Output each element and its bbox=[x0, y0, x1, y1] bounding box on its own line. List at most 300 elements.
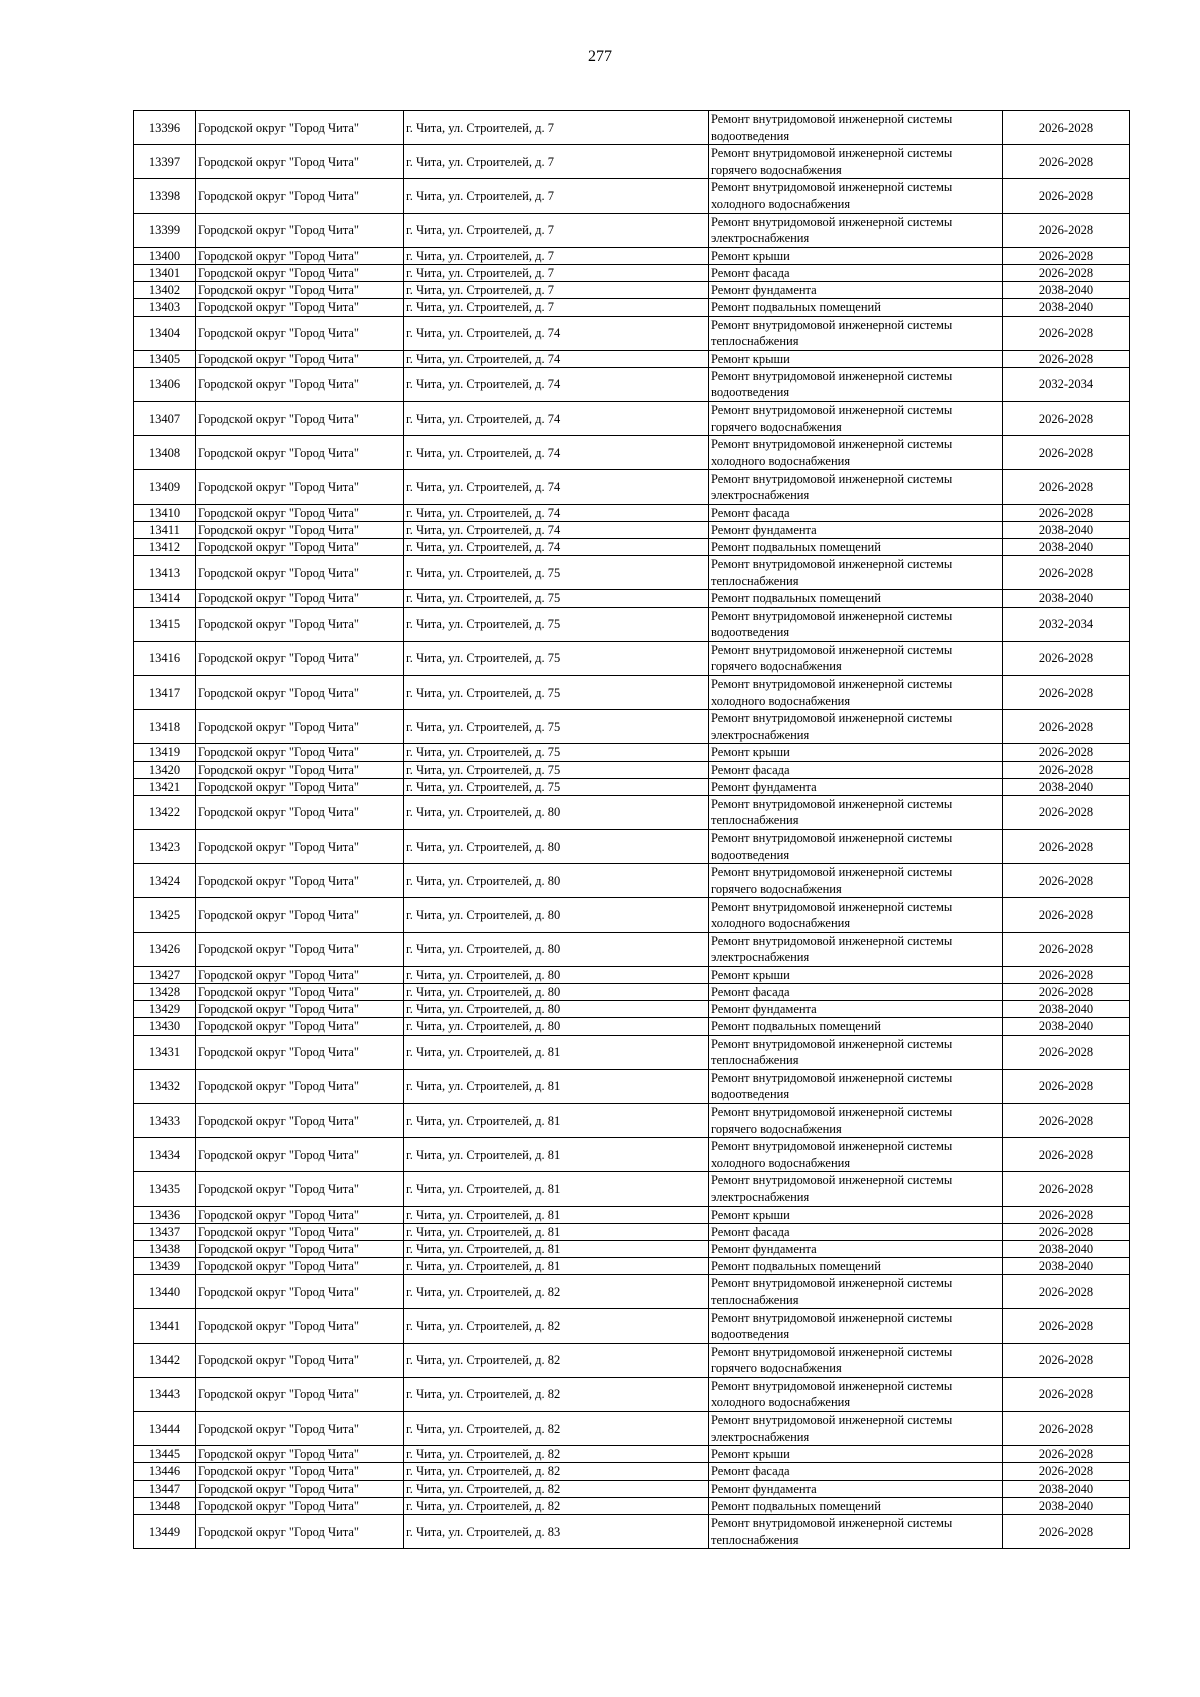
row-number-cell: 13431 bbox=[134, 1035, 196, 1069]
work-type-cell: Ремонт фасада bbox=[709, 504, 1003, 521]
table-row bbox=[134, 111, 1130, 145]
work-type-cell: Ремонт фундамента bbox=[709, 1001, 1003, 1018]
table-row bbox=[134, 898, 1130, 932]
table-row bbox=[134, 264, 1130, 281]
row-number-cell: 13408 bbox=[134, 436, 196, 470]
table-row bbox=[134, 830, 1130, 864]
table-row bbox=[134, 1172, 1130, 1206]
table-row bbox=[134, 367, 1130, 401]
address-cell: г. Чита, ул. Строителей, д. 80 bbox=[404, 932, 709, 966]
municipality-cell: Городской округ "Город Чита" bbox=[196, 795, 404, 829]
table-row bbox=[134, 1018, 1130, 1035]
municipality-cell: Городской округ "Город Чита" bbox=[196, 145, 404, 179]
table-row bbox=[134, 1514, 1130, 1548]
table-row bbox=[134, 179, 1130, 213]
period-cell: 2026-2028 bbox=[1003, 984, 1130, 1001]
work-type-cell: Ремонт подвальных помещений bbox=[709, 539, 1003, 556]
table-row bbox=[134, 1035, 1130, 1069]
row-number-cell: 13433 bbox=[134, 1103, 196, 1137]
row-number-cell: 13419 bbox=[134, 744, 196, 761]
municipality-cell: Городской округ "Город Чита" bbox=[196, 402, 404, 436]
address-cell: г. Чита, ул. Строителей, д. 81 bbox=[404, 1258, 709, 1275]
row-number-cell: 13445 bbox=[134, 1446, 196, 1463]
address-cell: г. Чита, ул. Строителей, д. 75 bbox=[404, 641, 709, 675]
address-cell: г. Чита, ул. Строителей, д. 7 bbox=[404, 299, 709, 316]
address-cell: г. Чита, ул. Строителей, д. 80 bbox=[404, 966, 709, 983]
period-cell: 2026-2028 bbox=[1003, 213, 1130, 247]
table-row bbox=[134, 213, 1130, 247]
work-type-cell: Ремонт внутридомовой инженерной системы теплоснабжения bbox=[709, 795, 1003, 829]
municipality-cell: Городской округ "Город Чита" bbox=[196, 744, 404, 761]
period-cell: 2026-2028 bbox=[1003, 744, 1130, 761]
work-type-cell: Ремонт подвальных помещений bbox=[709, 1497, 1003, 1514]
row-number-cell: 13401 bbox=[134, 264, 196, 281]
row-number-cell: 13441 bbox=[134, 1309, 196, 1343]
table-row bbox=[134, 1412, 1130, 1446]
period-cell: 2026-2028 bbox=[1003, 1172, 1130, 1206]
period-cell: 2026-2028 bbox=[1003, 1446, 1130, 1463]
municipality-cell: Городской округ "Город Чита" bbox=[196, 316, 404, 350]
period-cell: 2026-2028 bbox=[1003, 864, 1130, 898]
address-cell: г. Чита, ул. Строителей, д. 75 bbox=[404, 761, 709, 778]
period-cell: 2026-2028 bbox=[1003, 1069, 1130, 1103]
work-type-cell: Ремонт крыши bbox=[709, 247, 1003, 264]
period-cell: 2026-2028 bbox=[1003, 830, 1130, 864]
table-row bbox=[134, 350, 1130, 367]
table-row bbox=[134, 1258, 1130, 1275]
municipality-cell: Городской округ "Город Чита" bbox=[196, 641, 404, 675]
municipality-cell: Городской округ "Город Чита" bbox=[196, 504, 404, 521]
municipality-cell: Городской округ "Город Чита" bbox=[196, 1377, 404, 1411]
table-row bbox=[134, 316, 1130, 350]
municipality-cell: Городской округ "Город Чита" bbox=[196, 350, 404, 367]
row-number-cell: 13442 bbox=[134, 1343, 196, 1377]
period-cell: 2026-2028 bbox=[1003, 1138, 1130, 1172]
municipality-cell: Городской округ "Город Чита" bbox=[196, 778, 404, 795]
municipality-cell: Городской округ "Город Чита" bbox=[196, 521, 404, 538]
work-type-cell: Ремонт внутридомовой инженерной системы водоотведения bbox=[709, 367, 1003, 401]
municipality-cell: Городской округ "Город Чита" bbox=[196, 607, 404, 641]
municipality-cell: Городской округ "Город Чита" bbox=[196, 1103, 404, 1137]
municipality-cell: Городской округ "Город Чита" bbox=[196, 1275, 404, 1309]
row-number-cell: 13430 bbox=[134, 1018, 196, 1035]
municipality-cell: Городской округ "Город Чита" bbox=[196, 1223, 404, 1240]
table-row bbox=[134, 1377, 1130, 1411]
municipality-cell: Городской округ "Город Чита" bbox=[196, 1343, 404, 1377]
table-row bbox=[134, 1223, 1130, 1240]
work-type-cell: Ремонт внутридомовой инженерной системы горячего водоснабжения bbox=[709, 145, 1003, 179]
row-number-cell: 13415 bbox=[134, 607, 196, 641]
table-row bbox=[134, 299, 1130, 316]
page-number: 277 bbox=[588, 48, 612, 65]
work-type-cell: Ремонт крыши bbox=[709, 1446, 1003, 1463]
table-row bbox=[134, 470, 1130, 504]
period-cell: 2026-2028 bbox=[1003, 1514, 1130, 1548]
period-cell: 2026-2028 bbox=[1003, 470, 1130, 504]
work-type-cell: Ремонт внутридомовой инженерной системы электроснабжения bbox=[709, 1412, 1003, 1446]
work-type-cell: Ремонт подвальных помещений bbox=[709, 1018, 1003, 1035]
address-cell: г. Чита, ул. Строителей, д. 7 bbox=[404, 282, 709, 299]
period-cell: 2026-2028 bbox=[1003, 264, 1130, 281]
address-cell: г. Чита, ул. Строителей, д. 80 bbox=[404, 1018, 709, 1035]
period-cell: 2026-2028 bbox=[1003, 402, 1130, 436]
table-row bbox=[134, 521, 1130, 538]
period-cell: 2038-2040 bbox=[1003, 1018, 1130, 1035]
table-row bbox=[134, 675, 1130, 709]
period-cell: 2038-2040 bbox=[1003, 1258, 1130, 1275]
period-cell: 2026-2028 bbox=[1003, 179, 1130, 213]
period-cell: 2026-2028 bbox=[1003, 436, 1130, 470]
work-type-cell: Ремонт внутридомовой инженерной системы теплоснабжения bbox=[709, 1035, 1003, 1069]
row-number-cell: 13443 bbox=[134, 1377, 196, 1411]
work-type-cell: Ремонт фундамента bbox=[709, 778, 1003, 795]
period-cell: 2026-2028 bbox=[1003, 1275, 1130, 1309]
row-number-cell: 13446 bbox=[134, 1463, 196, 1480]
row-number-cell: 13423 bbox=[134, 830, 196, 864]
period-cell: 2026-2028 bbox=[1003, 898, 1130, 932]
work-type-cell: Ремонт внутридомовой инженерной системы холодного водоснабжения bbox=[709, 1138, 1003, 1172]
work-type-cell: Ремонт фасада bbox=[709, 264, 1003, 281]
work-type-cell: Ремонт внутридомовой инженерной системы холодного водоснабжения bbox=[709, 436, 1003, 470]
table-row bbox=[134, 778, 1130, 795]
municipality-cell: Городской округ "Город Чита" bbox=[196, 179, 404, 213]
address-cell: г. Чита, ул. Строителей, д. 81 bbox=[404, 1240, 709, 1257]
work-type-cell: Ремонт внутридомовой инженерной системы электроснабжения bbox=[709, 213, 1003, 247]
row-number-cell: 13436 bbox=[134, 1206, 196, 1223]
work-type-cell: Ремонт фундамента bbox=[709, 1480, 1003, 1497]
row-number-cell: 13422 bbox=[134, 795, 196, 829]
period-cell: 2026-2028 bbox=[1003, 350, 1130, 367]
row-number-cell: 13407 bbox=[134, 402, 196, 436]
table-row bbox=[134, 556, 1130, 590]
period-cell: 2038-2040 bbox=[1003, 590, 1130, 607]
address-cell: г. Чита, ул. Строителей, д. 82 bbox=[404, 1343, 709, 1377]
row-number-cell: 13403 bbox=[134, 299, 196, 316]
work-type-cell: Ремонт внутридомовой инженерной системы холодного водоснабжения bbox=[709, 1377, 1003, 1411]
municipality-cell: Городской округ "Город Чита" bbox=[196, 436, 404, 470]
address-cell: г. Чита, ул. Строителей, д. 75 bbox=[404, 675, 709, 709]
municipality-cell: Городской округ "Город Чита" bbox=[196, 247, 404, 264]
period-cell: 2038-2040 bbox=[1003, 1240, 1130, 1257]
municipality-cell: Городской округ "Город Чита" bbox=[196, 1018, 404, 1035]
address-cell: г. Чита, ул. Строителей, д. 81 bbox=[404, 1035, 709, 1069]
work-type-cell: Ремонт фундамента bbox=[709, 282, 1003, 299]
period-cell: 2026-2028 bbox=[1003, 641, 1130, 675]
address-cell: г. Чита, ул. Строителей, д. 74 bbox=[404, 350, 709, 367]
municipality-cell: Городской округ "Город Чита" bbox=[196, 1258, 404, 1275]
row-number-cell: 13440 bbox=[134, 1275, 196, 1309]
period-cell: 2026-2028 bbox=[1003, 710, 1130, 744]
period-cell: 2038-2040 bbox=[1003, 1480, 1130, 1497]
address-cell: г. Чита, ул. Строителей, д. 74 bbox=[404, 539, 709, 556]
address-cell: г. Чита, ул. Строителей, д. 74 bbox=[404, 316, 709, 350]
period-cell: 2026-2028 bbox=[1003, 1377, 1130, 1411]
row-number-cell: 13426 bbox=[134, 932, 196, 966]
work-type-cell: Ремонт внутридомовой инженерной системы горячего водоснабжения bbox=[709, 641, 1003, 675]
work-type-cell: Ремонт подвальных помещений bbox=[709, 299, 1003, 316]
period-cell: 2038-2040 bbox=[1003, 1001, 1130, 1018]
work-type-cell: Ремонт внутридомовой инженерной системы электроснабжения bbox=[709, 932, 1003, 966]
address-cell: г. Чита, ул. Строителей, д. 7 bbox=[404, 145, 709, 179]
row-number-cell: 13402 bbox=[134, 282, 196, 299]
row-number-cell: 13447 bbox=[134, 1480, 196, 1497]
address-cell: г. Чита, ул. Строителей, д. 82 bbox=[404, 1275, 709, 1309]
address-cell: г. Чита, ул. Строителей, д. 80 bbox=[404, 864, 709, 898]
table-row bbox=[134, 864, 1130, 898]
work-type-cell: Ремонт внутридомовой инженерной системы теплоснабжения bbox=[709, 1275, 1003, 1309]
address-cell: г. Чита, ул. Строителей, д. 80 bbox=[404, 984, 709, 1001]
municipality-cell: Городской округ "Город Чита" bbox=[196, 932, 404, 966]
period-cell: 2032-2034 bbox=[1003, 367, 1130, 401]
table-row bbox=[134, 504, 1130, 521]
table-row bbox=[134, 1463, 1130, 1480]
period-cell: 2026-2028 bbox=[1003, 556, 1130, 590]
row-number-cell: 13416 bbox=[134, 641, 196, 675]
period-cell: 2026-2028 bbox=[1003, 111, 1130, 145]
address-cell: г. Чита, ул. Строителей, д. 82 bbox=[404, 1446, 709, 1463]
address-cell: г. Чита, ул. Строителей, д. 82 bbox=[404, 1309, 709, 1343]
address-cell: г. Чита, ул. Строителей, д. 81 bbox=[404, 1138, 709, 1172]
table-row bbox=[134, 1480, 1130, 1497]
work-type-cell: Ремонт внутридомовой инженерной системы теплоснабжения bbox=[709, 316, 1003, 350]
row-number-cell: 13427 bbox=[134, 966, 196, 983]
period-cell: 2026-2028 bbox=[1003, 1343, 1130, 1377]
table-row bbox=[134, 1069, 1130, 1103]
table-row bbox=[134, 590, 1130, 607]
municipality-cell: Городской округ "Город Чита" bbox=[196, 1240, 404, 1257]
work-type-cell: Ремонт внутридомовой инженерной системы горячего водоснабжения bbox=[709, 1103, 1003, 1137]
table-row bbox=[134, 282, 1130, 299]
row-number-cell: 13397 bbox=[134, 145, 196, 179]
table-row bbox=[134, 744, 1130, 761]
period-cell: 2026-2028 bbox=[1003, 966, 1130, 983]
work-type-cell: Ремонт внутридомовой инженерной системы водоотведения bbox=[709, 830, 1003, 864]
municipality-cell: Городской округ "Город Чита" bbox=[196, 1035, 404, 1069]
address-cell: г. Чита, ул. Строителей, д. 82 bbox=[404, 1480, 709, 1497]
work-type-cell: Ремонт фундамента bbox=[709, 521, 1003, 538]
period-cell: 2032-2034 bbox=[1003, 607, 1130, 641]
municipality-cell: Городской округ "Город Чита" bbox=[196, 1138, 404, 1172]
row-number-cell: 13411 bbox=[134, 521, 196, 538]
municipality-cell: Городской округ "Город Чита" bbox=[196, 1446, 404, 1463]
period-cell: 2038-2040 bbox=[1003, 1497, 1130, 1514]
work-type-cell: Ремонт крыши bbox=[709, 744, 1003, 761]
row-number-cell: 13413 bbox=[134, 556, 196, 590]
municipality-cell: Городской округ "Город Чита" bbox=[196, 367, 404, 401]
work-type-cell: Ремонт внутридомовой инженерной системы электроснабжения bbox=[709, 1172, 1003, 1206]
municipality-cell: Городской округ "Город Чита" bbox=[196, 299, 404, 316]
address-cell: г. Чита, ул. Строителей, д. 7 bbox=[404, 247, 709, 264]
address-cell: г. Чита, ул. Строителей, д. 75 bbox=[404, 744, 709, 761]
table-row bbox=[134, 1343, 1130, 1377]
table-row bbox=[134, 607, 1130, 641]
work-type-cell: Ремонт фундамента bbox=[709, 1240, 1003, 1257]
work-type-cell: Ремонт внутридомовой инженерной системы электроснабжения bbox=[709, 710, 1003, 744]
period-cell: 2038-2040 bbox=[1003, 521, 1130, 538]
row-number-cell: 13424 bbox=[134, 864, 196, 898]
table-row bbox=[134, 1446, 1130, 1463]
work-type-cell: Ремонт внутридомовой инженерной системы водоотведения bbox=[709, 1069, 1003, 1103]
table-row bbox=[134, 1240, 1130, 1257]
municipality-cell: Городской округ "Город Чита" bbox=[196, 984, 404, 1001]
address-cell: г. Чита, ул. Строителей, д. 81 bbox=[404, 1103, 709, 1137]
repair-schedule-table bbox=[133, 110, 1130, 1549]
municipality-cell: Городской округ "Город Чита" bbox=[196, 1497, 404, 1514]
address-cell: г. Чита, ул. Строителей, д. 7 bbox=[404, 179, 709, 213]
row-number-cell: 13414 bbox=[134, 590, 196, 607]
row-number-cell: 13435 bbox=[134, 1172, 196, 1206]
address-cell: г. Чита, ул. Строителей, д. 80 bbox=[404, 898, 709, 932]
table-row bbox=[134, 1138, 1130, 1172]
address-cell: г. Чита, ул. Строителей, д. 75 bbox=[404, 710, 709, 744]
row-number-cell: 13406 bbox=[134, 367, 196, 401]
row-number-cell: 13405 bbox=[134, 350, 196, 367]
row-number-cell: 13418 bbox=[134, 710, 196, 744]
municipality-cell: Городской округ "Город Чита" bbox=[196, 264, 404, 281]
row-number-cell: 13432 bbox=[134, 1069, 196, 1103]
work-type-cell: Ремонт подвальных помещений bbox=[709, 590, 1003, 607]
table-body bbox=[134, 111, 1130, 1549]
table-row bbox=[134, 402, 1130, 436]
address-cell: г. Чита, ул. Строителей, д. 75 bbox=[404, 778, 709, 795]
municipality-cell: Городской округ "Город Чита" bbox=[196, 830, 404, 864]
municipality-cell: Городской округ "Город Чита" bbox=[196, 675, 404, 709]
period-cell: 2026-2028 bbox=[1003, 932, 1130, 966]
table-row bbox=[134, 1103, 1130, 1137]
table-row bbox=[134, 1001, 1130, 1018]
row-number-cell: 13439 bbox=[134, 1258, 196, 1275]
table-row bbox=[134, 932, 1130, 966]
period-cell: 2026-2028 bbox=[1003, 1463, 1130, 1480]
work-type-cell: Ремонт внутридомовой инженерной системы водоотведения bbox=[709, 607, 1003, 641]
address-cell: г. Чита, ул. Строителей, д. 75 bbox=[404, 590, 709, 607]
address-cell: г. Чита, ул. Строителей, д. 82 bbox=[404, 1497, 709, 1514]
row-number-cell: 13434 bbox=[134, 1138, 196, 1172]
work-type-cell: Ремонт крыши bbox=[709, 966, 1003, 983]
municipality-cell: Городской округ "Город Чита" bbox=[196, 539, 404, 556]
address-cell: г. Чита, ул. Строителей, д. 81 bbox=[404, 1206, 709, 1223]
work-type-cell: Ремонт фасада bbox=[709, 761, 1003, 778]
work-type-cell: Ремонт внутридомовой инженерной системы горячего водоснабжения bbox=[709, 402, 1003, 436]
row-number-cell: 13444 bbox=[134, 1412, 196, 1446]
period-cell: 2026-2028 bbox=[1003, 1412, 1130, 1446]
table-row bbox=[134, 1497, 1130, 1514]
table-row bbox=[134, 1206, 1130, 1223]
row-number-cell: 13396 bbox=[134, 111, 196, 145]
work-type-cell: Ремонт внутридомовой инженерной системы горячего водоснабжения bbox=[709, 1343, 1003, 1377]
table-row bbox=[134, 1275, 1130, 1309]
municipality-cell: Городской округ "Город Чита" bbox=[196, 1172, 404, 1206]
row-number-cell: 13417 bbox=[134, 675, 196, 709]
municipality-cell: Городской округ "Город Чита" bbox=[196, 1480, 404, 1497]
municipality-cell: Городской округ "Город Чита" bbox=[196, 898, 404, 932]
period-cell: 2026-2028 bbox=[1003, 145, 1130, 179]
row-number-cell: 13428 bbox=[134, 984, 196, 1001]
table-row bbox=[134, 641, 1130, 675]
municipality-cell: Городской округ "Город Чита" bbox=[196, 710, 404, 744]
period-cell: 2026-2028 bbox=[1003, 1309, 1130, 1343]
work-type-cell: Ремонт крыши bbox=[709, 350, 1003, 367]
table-row bbox=[134, 984, 1130, 1001]
work-type-cell: Ремонт крыши bbox=[709, 1206, 1003, 1223]
period-cell: 2038-2040 bbox=[1003, 299, 1130, 316]
municipality-cell: Городской округ "Город Чита" bbox=[196, 470, 404, 504]
address-cell: г. Чита, ул. Строителей, д. 80 bbox=[404, 795, 709, 829]
table-row bbox=[134, 710, 1130, 744]
address-cell: г. Чита, ул. Строителей, д. 82 bbox=[404, 1377, 709, 1411]
work-type-cell: Ремонт подвальных помещений bbox=[709, 1258, 1003, 1275]
row-number-cell: 13449 bbox=[134, 1514, 196, 1548]
municipality-cell: Городской округ "Город Чита" bbox=[196, 282, 404, 299]
period-cell: 2038-2040 bbox=[1003, 539, 1130, 556]
work-type-cell: Ремонт внутридомовой инженерной системы теплоснабжения bbox=[709, 1514, 1003, 1548]
work-type-cell: Ремонт внутридомовой инженерной системы водоотведения bbox=[709, 111, 1003, 145]
work-type-cell: Ремонт фасада bbox=[709, 984, 1003, 1001]
work-type-cell: Ремонт внутридомовой инженерной системы холодного водоснабжения bbox=[709, 675, 1003, 709]
table-row bbox=[134, 145, 1130, 179]
period-cell: 2026-2028 bbox=[1003, 316, 1130, 350]
municipality-cell: Городской округ "Город Чита" bbox=[196, 1069, 404, 1103]
work-type-cell: Ремонт внутридомовой инженерной системы теплоснабжения bbox=[709, 556, 1003, 590]
address-cell: г. Чита, ул. Строителей, д. 75 bbox=[404, 607, 709, 641]
address-cell: г. Чита, ул. Строителей, д. 80 bbox=[404, 830, 709, 864]
municipality-cell: Городской округ "Город Чита" bbox=[196, 864, 404, 898]
table-row bbox=[134, 966, 1130, 983]
municipality-cell: Городской округ "Город Чита" bbox=[196, 1412, 404, 1446]
row-number-cell: 13412 bbox=[134, 539, 196, 556]
address-cell: г. Чита, ул. Строителей, д. 81 bbox=[404, 1069, 709, 1103]
address-cell: г. Чита, ул. Строителей, д. 74 bbox=[404, 367, 709, 401]
work-type-cell: Ремонт внутридомовой инженерной системы холодного водоснабжения bbox=[709, 179, 1003, 213]
work-type-cell: Ремонт внутридомовой инженерной системы электроснабжения bbox=[709, 470, 1003, 504]
address-cell: г. Чита, ул. Строителей, д. 80 bbox=[404, 1001, 709, 1018]
table-row bbox=[134, 761, 1130, 778]
address-cell: г. Чита, ул. Строителей, д. 81 bbox=[404, 1223, 709, 1240]
address-cell: г. Чита, ул. Строителей, д. 7 bbox=[404, 111, 709, 145]
row-number-cell: 13404 bbox=[134, 316, 196, 350]
period-cell: 2026-2028 bbox=[1003, 675, 1130, 709]
row-number-cell: 13448 bbox=[134, 1497, 196, 1514]
address-cell: г. Чита, ул. Строителей, д. 74 bbox=[404, 470, 709, 504]
row-number-cell: 13420 bbox=[134, 761, 196, 778]
municipality-cell: Городской округ "Город Чита" bbox=[196, 590, 404, 607]
address-cell: г. Чита, ул. Строителей, д. 74 bbox=[404, 436, 709, 470]
period-cell: 2026-2028 bbox=[1003, 1103, 1130, 1137]
municipality-cell: Городской округ "Город Чита" bbox=[196, 1206, 404, 1223]
municipality-cell: Городской округ "Город Чита" bbox=[196, 111, 404, 145]
work-type-cell: Ремонт фасада bbox=[709, 1463, 1003, 1480]
municipality-cell: Городской округ "Город Чита" bbox=[196, 1309, 404, 1343]
period-cell: 2026-2028 bbox=[1003, 247, 1130, 264]
table-row bbox=[134, 539, 1130, 556]
period-cell: 2026-2028 bbox=[1003, 1223, 1130, 1240]
address-cell: г. Чита, ул. Строителей, д. 81 bbox=[404, 1172, 709, 1206]
period-cell: 2026-2028 bbox=[1003, 761, 1130, 778]
work-type-cell: Ремонт внутридомовой инженерной системы горячего водоснабжения bbox=[709, 864, 1003, 898]
table-row bbox=[134, 1309, 1130, 1343]
period-cell: 2038-2040 bbox=[1003, 778, 1130, 795]
period-cell: 2026-2028 bbox=[1003, 1206, 1130, 1223]
address-cell: г. Чита, ул. Строителей, д. 74 bbox=[404, 402, 709, 436]
period-cell: 2026-2028 bbox=[1003, 1035, 1130, 1069]
work-type-cell: Ремонт внутридомовой инженерной системы водоотведения bbox=[709, 1309, 1003, 1343]
address-cell: г. Чита, ул. Строителей, д. 7 bbox=[404, 264, 709, 281]
work-type-cell: Ремонт фасада bbox=[709, 1223, 1003, 1240]
address-cell: г. Чита, ул. Строителей, д. 74 bbox=[404, 504, 709, 521]
address-cell: г. Чита, ул. Строителей, д. 82 bbox=[404, 1463, 709, 1480]
row-number-cell: 13429 bbox=[134, 1001, 196, 1018]
address-cell: г. Чита, ул. Строителей, д. 83 bbox=[404, 1514, 709, 1548]
